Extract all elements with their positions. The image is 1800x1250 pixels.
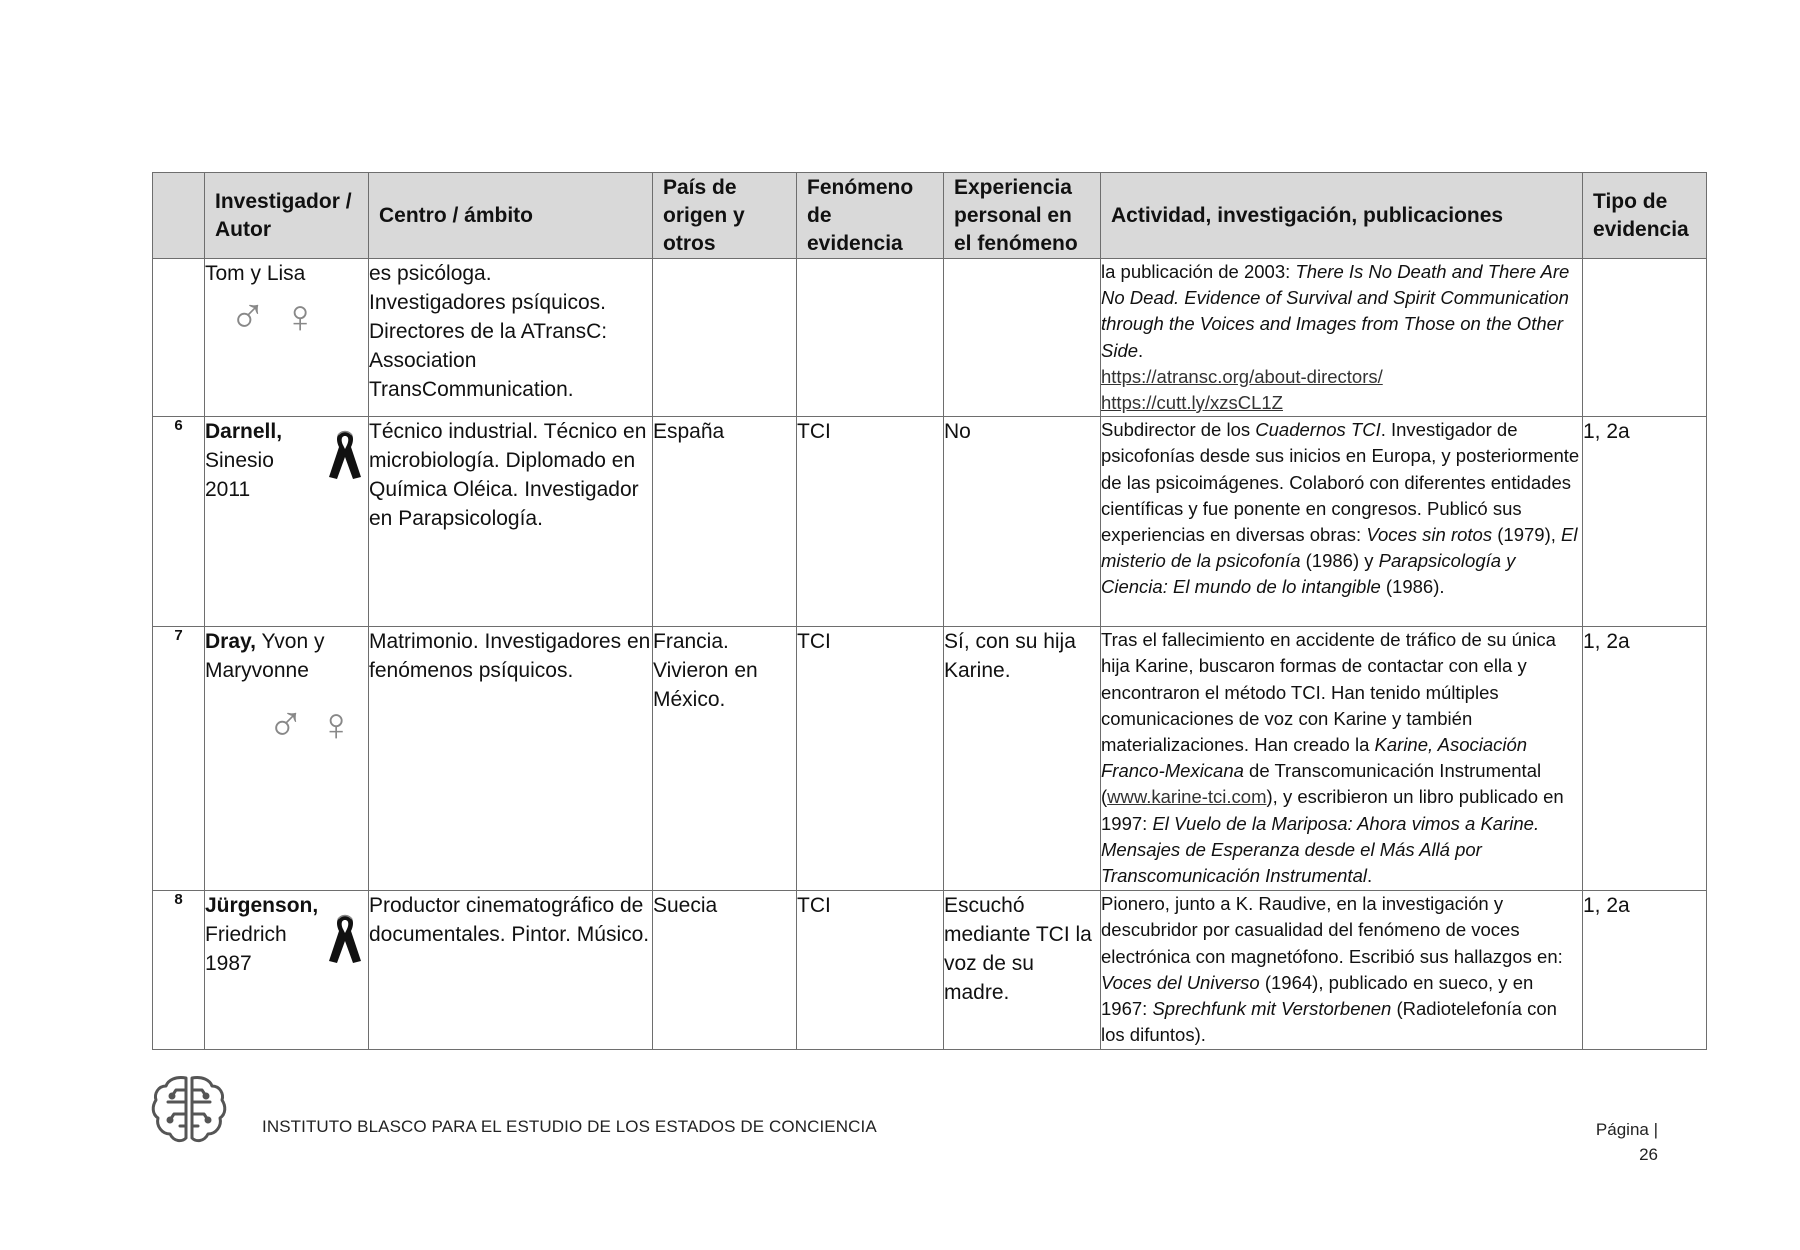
- investigator-name: Tom y Lisa: [205, 262, 306, 285]
- header-activity: Actividad, investigación, publicaciones: [1101, 173, 1583, 259]
- investigator-cell: [205, 891, 369, 1050]
- activity-text: de Transcomunicación Instrumental (: [1101, 760, 1542, 808]
- phenomenon-cell: [797, 259, 944, 417]
- row-num: 8: [153, 891, 205, 1050]
- header-evidence-type: Tipo de evidencia: [1583, 173, 1707, 259]
- investigator-death-year: 1987: [205, 952, 252, 976]
- evidence-type-cell: 1, 2a: [1583, 627, 1707, 891]
- activity-text: (1986).: [1380, 576, 1445, 598]
- activity-text: la publicación de 2003:: [1101, 261, 1296, 282]
- investigator-cell: [205, 259, 369, 417]
- investigator-surname: Jürgenson,: [205, 894, 319, 918]
- cutt-link[interactable]: https://cutt.ly/xzsCL1Z: [1101, 392, 1283, 414]
- center-cell: Técnico industrial. Técnico en microbiología. Diplomado en Química Oléica. Investigador en Parapsicología.: [369, 417, 653, 627]
- activity-text: Subdirector de los: [1101, 419, 1256, 441]
- phenomenon-cell: TCI: [797, 627, 944, 891]
- table-row: [153, 891, 1707, 1050]
- table-row: [153, 627, 1707, 891]
- publication-title: There Is No Death and There Are No Dead. Evidence of Survival and Spirit Communication through the Voices and Images from Those on the Other Side: [1101, 261, 1570, 361]
- center-line: Investigadores psíquicos.: [369, 291, 606, 314]
- experience-cell: Sí, con su hija Karine.: [944, 627, 1101, 891]
- page-number: 26: [1639, 1145, 1658, 1164]
- experience-cell: Escuchó mediante TCI la voz de su madre.: [944, 891, 1101, 1050]
- experience-cell: [944, 259, 1101, 417]
- mourning-ribbon-icon: [327, 427, 363, 483]
- table-row: [153, 259, 1707, 417]
- country-cell: Suecia: [653, 891, 797, 1050]
- page-label: Página |: [1595, 1120, 1658, 1139]
- male-icon: ♂: [267, 694, 305, 751]
- row-num: [153, 259, 205, 417]
- activity-text: Tras el fallecimiento en accidente de tráfico de su única hija Karine, buscaron formas de contactar con ella y encontraron el método TCI. Han tenido múltiples comunicaciones de voz con Karine y también materializaciones. Han creado la: [1101, 629, 1556, 756]
- activity-cell: [1101, 259, 1583, 417]
- publication-title: El misterio de la psicofonía: [1101, 524, 1578, 572]
- center-cell: Productor cinematográfico de documentales. Pintor. Músico.: [369, 891, 653, 1050]
- investigator-surname: Darnell,: [205, 420, 283, 444]
- evidence-type-cell: 1, 2a: [1583, 417, 1707, 627]
- row-num: 7: [153, 627, 205, 891]
- activity-cell: [1101, 417, 1583, 627]
- evidence-type-cell: [1583, 259, 1707, 417]
- activity-text: (Radiotelefonía con los difuntos).: [1101, 998, 1557, 1046]
- male-icon: ♂: [229, 286, 267, 342]
- investigator-surname: Dray,: [205, 630, 256, 654]
- publication-title: Karine, Asociación Franco-Mexicana: [1101, 734, 1528, 782]
- header-experience: Experiencia personal en el fenómeno: [944, 173, 1101, 259]
- publication-title: Parapsicología y Ciencia: El mundo de lo intangible: [1101, 550, 1516, 598]
- center-line: TransCommunication.: [369, 378, 574, 401]
- female-icon: ♀: [319, 698, 354, 751]
- center-line: Association: [369, 349, 477, 372]
- evidence-type-cell: 1, 2a: [1583, 891, 1707, 1050]
- activity-cell: [1101, 627, 1583, 891]
- row-num: 6: [153, 417, 205, 627]
- investigator-cell: [205, 417, 369, 627]
- center-line: Directores de la ATransC:: [369, 320, 608, 343]
- header-country: País de origen y otros: [653, 173, 797, 259]
- table-row: [153, 417, 1707, 627]
- investigator-firstname: Yvon y Maryvonne: [205, 630, 325, 683]
- country-cell: España: [653, 417, 797, 627]
- center-line: es psicóloga.: [369, 262, 492, 285]
- publication-title: El Vuelo de la Mariposa: Ahora vimos a Karine. Mensajes de Esperanza desde el Más Allá por Transcomunicación Instrumental: [1101, 812, 1540, 887]
- publication-title: Voces sin rotos: [1366, 524, 1493, 546]
- investigator-cell: [205, 627, 369, 891]
- activity-cell: [1101, 891, 1583, 1050]
- activity-text: .: [1366, 865, 1373, 887]
- investigator-firstname: Friedrich: [205, 923, 287, 947]
- center-cell: [369, 259, 653, 417]
- activity-text: Pionero, junto a K. Raudive, en la investigación y descubridor por casualidad del fenómeno de voces electrónica con magnetófono. Escribió sus hallazgos en:: [1101, 893, 1563, 967]
- activity-text: (1986) y: [1300, 550, 1379, 572]
- activity-text: ), y escribieron un libro publicado en 1997:: [1101, 786, 1564, 834]
- evidence-table: [152, 172, 1707, 1050]
- country-cell: [653, 259, 797, 417]
- activity-text: (1964), publicado en sueco, y en 1967:: [1101, 971, 1534, 1020]
- header-center: Centro / ámbito: [369, 173, 653, 259]
- header-investigator: Investigador / Autor: [205, 173, 369, 259]
- header-num: [153, 173, 205, 259]
- mourning-ribbon-icon: [327, 911, 363, 967]
- phenomenon-cell: TCI: [797, 891, 944, 1050]
- publication-title: Sprechfunk mit Verstorbenen: [1152, 998, 1392, 1020]
- female-icon: ♀: [283, 290, 318, 342]
- activity-text: .: [1138, 339, 1144, 361]
- center-cell: Matrimonio. Investigadores en fenómenos psíquicos.: [369, 627, 653, 891]
- publication-title: Cuadernos TCI: [1255, 419, 1381, 441]
- footer-organization: INSTITUTO BLASCO PARA EL ESTUDIO DE LOS ESTADOS DE CONCIENCIA: [262, 1117, 877, 1136]
- activity-text: . Investigador de psicofonías desde sus inicios en Europa, y posteriormente de las psicoimágenes. Colaboró con diferentes entidades científicas y fue ponente en congresos. Publicó sus experiencias en diversas obras:: [1101, 419, 1580, 546]
- header-phenomenon: Fenómeno de evidencia: [797, 173, 944, 259]
- investigator-death-year: 2011: [205, 478, 251, 502]
- table-header-row: [153, 173, 1707, 259]
- atransc-link[interactable]: https://atransc.org/about-directors/: [1101, 365, 1383, 387]
- country-cell: Francia. Vivieron en México.: [653, 627, 797, 891]
- footer-page-number: [1560, 1117, 1658, 1167]
- brain-logo-icon: [150, 1072, 228, 1146]
- experience-cell: No: [944, 417, 1101, 627]
- karine-tci-link[interactable]: www.karine-tci.com: [1107, 786, 1267, 808]
- phenomenon-cell: TCI: [797, 417, 944, 627]
- activity-text: (1979),: [1492, 524, 1562, 546]
- publication-title: Voces del Universo: [1101, 971, 1260, 993]
- investigator-firstname: Sinesio: [205, 449, 274, 473]
